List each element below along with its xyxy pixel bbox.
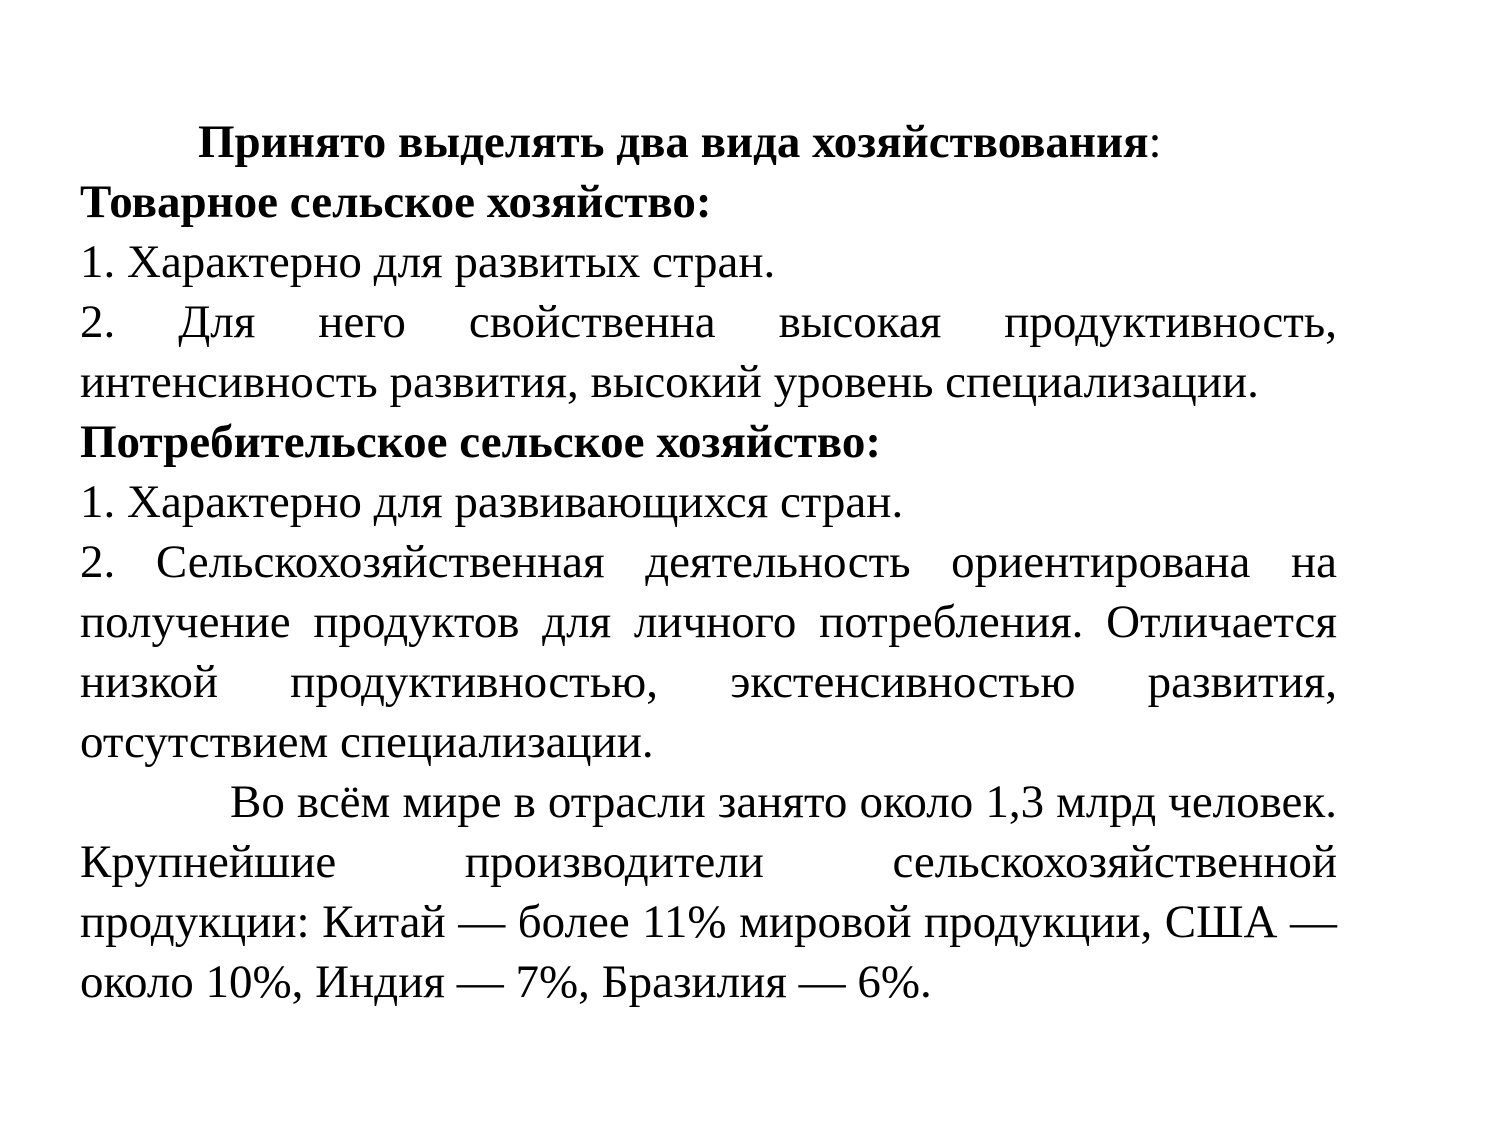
commodity-item-2: 2. Для него свойственна высокая продуктивность, интенсивность развития, высокий уровень специализации. xyxy=(80,296,1337,408)
summary-paragraph: Во всём мире в отрасли занято около 1,3 млрд человек. Крупнейшие производители сельскохозяйственной продукции: Китай — более 11% мировой продукции, США — около 10%, Индия — 7%, Бразилия — 6%. xyxy=(80,776,1337,1008)
document-body xyxy=(80,112,1337,1012)
consumer-item-1: 1. Характерно для развивающихся стран. xyxy=(80,476,904,528)
consumer-item-2: 2. Сельскохозяйственная деятельность ориентирована на получение продуктов для личного потребления. Отличается низкой продуктивностью, экстенсивностью развития, отсутствием специализации. xyxy=(80,536,1337,768)
document-title-text: Принято выделять два вида хозяйствования xyxy=(198,116,1149,168)
document-title xyxy=(80,112,1337,172)
commodity-heading: Товарное сельское хозяйство: xyxy=(80,176,712,228)
commodity-item-1: 1. Характерно для развитых стран. xyxy=(80,236,776,288)
consumer-heading: Потребительское сельское хозяйство: xyxy=(80,416,881,468)
document-title-colon: : xyxy=(1148,116,1162,168)
